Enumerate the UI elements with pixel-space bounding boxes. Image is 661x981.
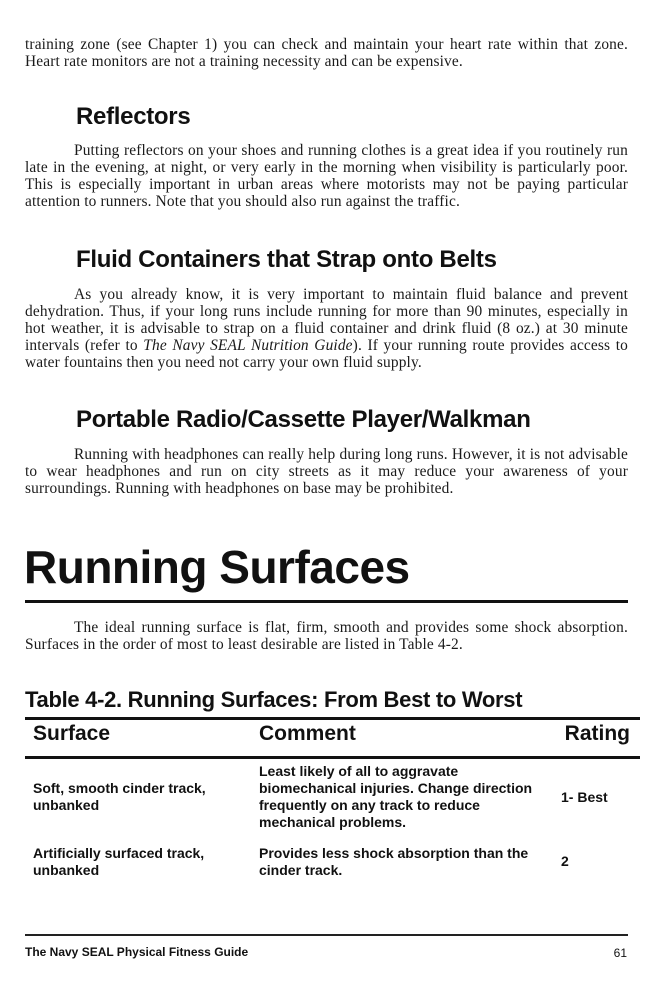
running-surfaces-paragraph xyxy=(25,619,628,653)
intro-paragraph xyxy=(25,36,628,70)
table-caption: Table 4-2. Running Surfaces: From Best to Worst xyxy=(25,687,523,712)
section-heading-running-surfaces: Running Surfaces xyxy=(24,541,410,593)
portable-radio-paragraph xyxy=(25,446,628,497)
cell-surface: Artificially surfaced track, unbanked xyxy=(33,845,205,878)
cell-comment: Least likely of all to aggravate biomechanical injuries. Change direction frequently on any track to reduce mechanical problems. xyxy=(259,763,533,830)
section-heading-fluid-containers: Fluid Containers that Strap onto Belts xyxy=(76,246,497,273)
nutrition-guide-title: The Navy SEAL Nutrition Guide xyxy=(143,337,353,354)
section-heading-portable-radio: Portable Radio/Cassette Player/Walkman xyxy=(76,406,531,433)
cell-rating: 1- Best xyxy=(561,789,608,805)
column-header-comment: Comment xyxy=(259,722,356,745)
cell-rating: 2 xyxy=(561,853,569,869)
footer-book-title: The Navy SEAL Physical Fitness Guide xyxy=(25,945,249,959)
page-number: 61 xyxy=(613,946,627,960)
reflectors-paragraph xyxy=(25,142,628,210)
cell-surface: Soft, smooth cinder track, unbanked xyxy=(33,780,206,813)
running-surfaces-text: The ideal running surface is flat, firm, smooth and provides some shock absorption. Surfaces in the order of most to least desirable are listed in Table 4-2. xyxy=(25,619,628,653)
reflectors-text: Putting reflectors on your shoes and running clothes is a great idea if you routinely run late in the evening, at night, or very early in the morning when visibility is particularly poor. This is especially important in urban areas where motorists may not be paying particular attention to runners. Note that you should also run against the traffic. xyxy=(25,142,628,210)
table-header-rule xyxy=(25,756,640,759)
section-heading-reflectors: Reflectors xyxy=(76,103,191,130)
heading-rule xyxy=(25,600,628,603)
footer-rule xyxy=(25,934,628,936)
fluid-text-part1: As you already know, it is very important to maintain fluid balance and prevent dehydration. Thus, if your long runs include running for more than 90 minutes, especially in hot weather, it is advisable to strap on a fluid container and drink fluid (8 oz.) at 30 minute intervals (refer to xyxy=(25,286,628,354)
table-top-rule xyxy=(25,717,640,720)
column-header-surface: Surface xyxy=(33,722,111,745)
portable-radio-text: Running with headphones can really help during long runs. However, it is not advisable to wear headphones and run on city streets as it may reduce your awareness of your surroundings. Running with headphones on base may be prohibited. xyxy=(25,446,628,497)
fluid-text-part2: ). If your running route provides access to water fountains then you need not carry your own fluid supply. xyxy=(25,337,628,371)
column-header-rating: Rating xyxy=(564,722,630,745)
cell-comment: Provides less shock absorption than the cinder track. xyxy=(259,845,529,878)
intro-text: training zone (see Chapter 1) you can check and maintain your heart rate within that zone. Heart rate monitors are not a training necessity and can be expensive. xyxy=(25,36,628,70)
fluid-containers-paragraph xyxy=(25,286,628,371)
